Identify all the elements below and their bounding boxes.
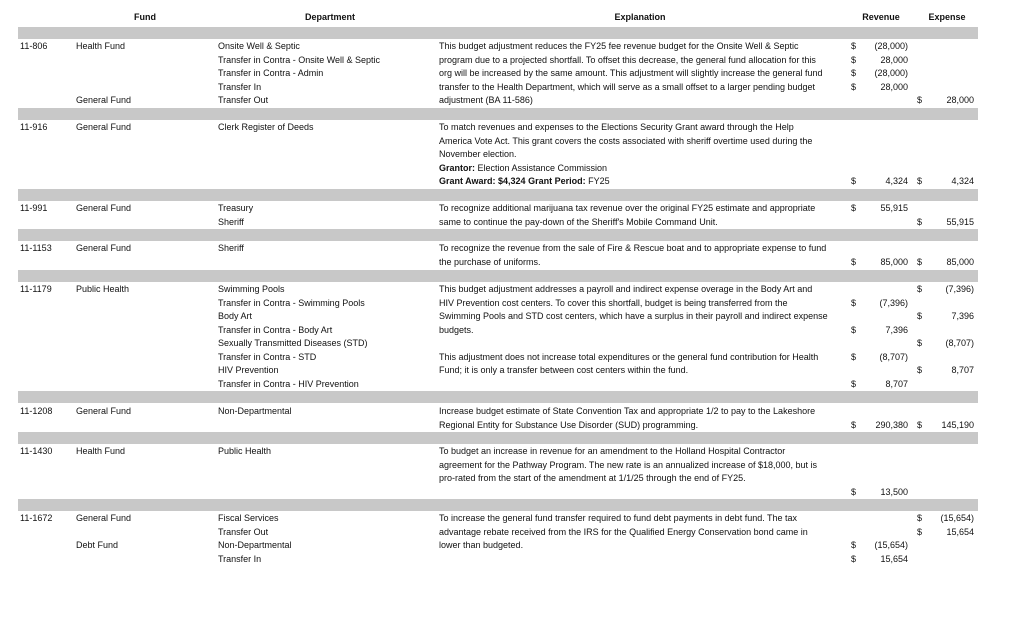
explanation-line: program due to a projected shortfall. To offset this decrease, the general fund allocation for this (439, 54, 816, 65)
department-name: Swimming Pools (218, 284, 285, 294)
expense-dollar-sign: $ (917, 284, 923, 294)
expense-dollar-sign: $ (917, 311, 923, 321)
fund-name: General Fund (76, 243, 132, 253)
expense-amount: 8,707 (951, 365, 974, 375)
revenue-amount: 15,654 (880, 553, 908, 564)
header-department: Department (304, 12, 355, 22)
revenue-dollar-sign: $ (851, 553, 857, 564)
expense-amount: 55,915 (946, 216, 974, 227)
revenue-dollar-sign: $ (851, 256, 857, 267)
expense-amount: 7,396 (951, 311, 974, 321)
adjustment-number: 11-1179 (20, 284, 52, 294)
expense-amount: (7,396) (945, 284, 974, 294)
revenue-amount: (28,000) (874, 68, 908, 78)
department-name: Transfer In (218, 553, 262, 564)
award-label: Grant Award: (439, 176, 496, 186)
grantor-value: Election Assistance Commission (477, 162, 608, 173)
period-value: FY25 (588, 176, 610, 186)
department-name: Treasury (218, 203, 254, 213)
department-name: Non-Departmental (218, 406, 292, 416)
revenue-amount: 7,396 (885, 324, 908, 335)
explanation-line: To recognize additional marijuana tax revenue over the original FY25 estimate and appropriate (439, 203, 816, 213)
row-separator (18, 432, 978, 444)
expense-dollar-sign: $ (917, 338, 923, 348)
expense-dollar-sign: $ (917, 513, 923, 523)
fund-name: Debt Fund (76, 540, 119, 550)
expense-amount: 15,654 (946, 526, 974, 537)
revenue-dollar-sign: $ (851, 351, 857, 362)
expense-dollar-sign: $ (917, 256, 923, 267)
revenue-amount: 290,380 (875, 419, 908, 430)
header-revenue: Revenue (862, 12, 900, 22)
fund-name: General Fund (76, 406, 132, 416)
revenue-amount: 4,324 (885, 176, 908, 186)
department-name: Sexually Transmitted Diseases (STD) (218, 338, 368, 348)
row-separator (18, 270, 978, 282)
explanation-line: Fund; it is only a transfer between cost centers within the fund. (439, 365, 689, 375)
explanation-line: November election. (439, 149, 517, 159)
revenue-dollar-sign: $ (851, 176, 857, 186)
department-name: Transfer in Contra - STD (218, 351, 317, 362)
fund-name: Public Health (76, 284, 130, 294)
row-separator (18, 27, 978, 39)
explanation-line: Regional Entity for Substance Use Disorder (SUD) programming. (439, 419, 699, 430)
revenue-dollar-sign: $ (851, 540, 857, 550)
explanation-line: same to continue the pay-down of the Sheriff's Mobile Command Unit. (439, 216, 718, 227)
expense-dollar-sign: $ (917, 526, 923, 537)
fund-name: General Fund (76, 203, 132, 213)
explanation-line: Swimming Pools and STD cost centers, which have a surplus in their payroll and indirect expense (439, 311, 828, 321)
revenue-amount: 28,000 (880, 81, 908, 92)
revenue-amount: 28,000 (880, 54, 908, 65)
expense-amount: 28,000 (946, 95, 974, 105)
revenue-dollar-sign: $ (851, 419, 857, 430)
fund-name: Health Fund (76, 41, 126, 51)
expense-amount: (15,654) (940, 513, 974, 523)
expense-dollar-sign: $ (917, 365, 923, 375)
explanation-line: pro-rated from the start of the amendment at 1/1/25 through the end of FY25. (439, 473, 746, 483)
expense-amount: 85,000 (946, 256, 974, 267)
revenue-amount: 8,707 (885, 378, 908, 389)
row-separator (18, 229, 978, 241)
adjustment-number: 11-991 (20, 203, 48, 213)
row-separator (18, 391, 978, 403)
expense-dollar-sign: $ (917, 95, 923, 105)
revenue-amount: (15,654) (874, 540, 908, 550)
department-name: Transfer in Contra - Body Art (218, 324, 333, 335)
explanation-line: org will be increased by the same amount. This adjustment will slightly increase the general fund (439, 68, 823, 78)
expense-amount: 4,324 (951, 176, 974, 186)
revenue-amount: (28,000) (874, 41, 908, 51)
header-expense: Expense (928, 12, 966, 22)
grant-award-line (439, 175, 849, 189)
award-value: $4,324 (498, 176, 526, 186)
revenue-amount: 85,000 (880, 256, 908, 267)
revenue-dollar-sign: $ (851, 203, 857, 213)
row-separator (18, 499, 978, 511)
explanation-line: lower than budgeted. (439, 540, 524, 550)
department-name: Clerk Register of Deeds (218, 122, 314, 132)
revenue-dollar-sign: $ (851, 297, 857, 308)
department-name: Fiscal Services (218, 513, 279, 523)
revenue-amount: (8,707) (879, 351, 908, 362)
department-name: Onsite Well & Septic (218, 41, 300, 51)
revenue-dollar-sign: $ (851, 324, 857, 335)
explanation-line: the purchase of uniforms. (439, 256, 541, 267)
grantor-line (439, 162, 849, 176)
explanation-line: To match revenues and expenses to the Elections Security Grant award through the Help (439, 122, 794, 132)
row-separator (18, 108, 978, 120)
department-name: Transfer in Contra - HIV Prevention (218, 378, 359, 389)
revenue-dollar-sign: $ (851, 81, 857, 92)
explanation-line: This adjustment does not increase total expenditures or the general fund contribution for Health (439, 351, 819, 362)
revenue-dollar-sign: $ (851, 41, 857, 51)
explanation-line: advantage rebate received from the IRS for the Qualified Energy Conservation bond came in (439, 526, 808, 537)
header-fund: Fund (134, 12, 156, 22)
adjustment-number: 11-916 (20, 122, 48, 132)
department-name: Sheriff (218, 216, 244, 227)
fund-name: General Fund (76, 513, 132, 523)
department-name: Transfer In (218, 81, 262, 92)
department-name: Sheriff (218, 243, 244, 253)
revenue-amount: 13,500 (880, 486, 908, 497)
department-name: Transfer Out (218, 95, 269, 105)
explanation-line: To increase the general fund transfer required to fund debt payments in debt fund. The tax (439, 513, 798, 523)
revenue-dollar-sign: $ (851, 68, 857, 78)
adjustment-number: 11-1672 (20, 513, 53, 523)
revenue-amount: (7,396) (879, 297, 908, 308)
grantor-label: Grantor: (439, 162, 475, 173)
adjustment-number: 11-1208 (20, 406, 53, 416)
department-name: Transfer in Contra - Onsite Well & Septic (218, 54, 381, 65)
explanation-line: HIV Prevention cost centers. To cover this shortfall, budget is being transferred from the (439, 297, 788, 308)
header-explanation: Explanation (614, 12, 666, 22)
expense-amount: (8,707) (945, 338, 974, 348)
revenue-dollar-sign: $ (851, 486, 857, 497)
explanation-line: America Vote Act. This grant covers the costs associated with sheriff overtime used during the (439, 135, 813, 146)
explanation-line: transfer to the Health Department, which will serve as a small offset to a larger pending budget (439, 81, 816, 92)
revenue-amount: 55,915 (880, 203, 908, 213)
explanation-line: This budget adjustment reduces the FY25 fee revenue budget for the Onsite Well & Septic (439, 41, 799, 51)
department-name: Transfer Out (218, 526, 269, 537)
expense-amount: 145,190 (941, 419, 974, 430)
explanation-line: agreement for the Pathway Program. The new rate is an annualized increase of $18,000, but is (439, 459, 818, 470)
expense-dollar-sign: $ (917, 176, 923, 186)
explanation-line: To recognize the revenue from the sale of Fire & Rescue boat and to appropriate expense to fund (439, 243, 827, 253)
expense-dollar-sign: $ (917, 419, 923, 430)
department-name: Transfer in Contra - Admin (218, 68, 324, 78)
fund-name: General Fund (76, 122, 132, 132)
department-name: Body Art (218, 311, 253, 321)
row-separator (18, 189, 978, 201)
fund-name: General Fund (76, 95, 132, 105)
department-name: Non-Departmental (218, 540, 292, 550)
fund-name: Health Fund (76, 446, 126, 456)
explanation-line: Increase budget estimate of State Convention Tax and appropriate 1/2 to pay to the Lakeshore (439, 406, 816, 416)
adjustment-number: 11-806 (20, 41, 48, 51)
explanation-line: adjustment (BA 11-586) (439, 95, 533, 105)
department-name: Public Health (218, 446, 272, 456)
expense-dollar-sign: $ (917, 216, 923, 227)
explanation-line: budgets. (439, 324, 474, 335)
revenue-dollar-sign: $ (851, 54, 857, 65)
adjustment-number: 11-1430 (20, 446, 53, 456)
department-name: HIV Prevention (218, 365, 279, 375)
adjustment-number: 11-1153 (20, 243, 52, 253)
explanation-line: To budget an increase in revenue for an amendment to the Holland Hospital Contractor (439, 446, 786, 456)
department-name: Transfer in Contra - Swimming Pools (218, 297, 365, 308)
explanation-line: This budget adjustment addresses a payroll and indirect expense overage in the Body Art and (439, 284, 813, 294)
revenue-dollar-sign: $ (851, 378, 857, 389)
period-label: Grant Period: (528, 176, 586, 186)
